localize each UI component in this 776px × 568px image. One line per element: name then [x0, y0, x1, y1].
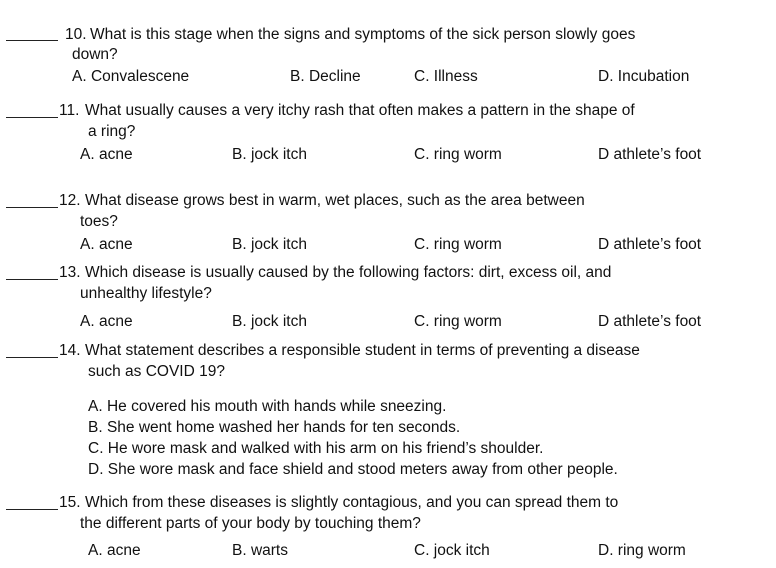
choice-c[interactable]: C. jock itch: [414, 542, 490, 559]
choice-a[interactable]: A. Convalescene: [72, 68, 190, 85]
question-number: 11.: [59, 102, 80, 119]
choice-c[interactable]: C. ring worm: [414, 236, 502, 253]
choice-d[interactable]: D. She wore mask and face shield and stood meters away from other people.: [88, 461, 618, 478]
choice-b[interactable]: B. Decline: [290, 68, 361, 85]
question-text-line-2: such as COVID 19?: [88, 363, 225, 380]
answer-blank[interactable]: [6, 357, 58, 358]
choice-a[interactable]: A. acne: [80, 146, 133, 163]
answer-blank[interactable]: [6, 40, 58, 41]
question-number: 12.: [59, 192, 81, 209]
question-number: 10.: [65, 26, 87, 43]
choice-d[interactable]: D. Incubation: [598, 68, 690, 85]
choice-c[interactable]: C. ring worm: [414, 313, 502, 330]
choice-b[interactable]: B. She went home washed her hands for ten seconds.: [88, 419, 461, 436]
question-text-line-2: the different parts of your body by touching them?: [80, 515, 421, 532]
answer-blank[interactable]: [6, 117, 58, 118]
choice-b[interactable]: B. jock itch: [232, 236, 307, 253]
answer-blank[interactable]: [6, 207, 58, 208]
choice-c[interactable]: C. He wore mask and walked with his arm on his friend’s shoulder.: [88, 440, 544, 457]
question-text-line-2: unhealthy lifestyle?: [80, 285, 212, 302]
choice-b[interactable]: B. jock itch: [232, 313, 307, 330]
choice-d[interactable]: D athlete’s foot: [598, 236, 702, 253]
question-text-line-2: down?: [72, 46, 118, 63]
question-text-line-1: What usually causes a very itchy rash that often makes a pattern in the shape of: [85, 102, 635, 119]
choice-d[interactable]: D. ring worm: [598, 542, 686, 559]
question-text-line-1: What statement describes a responsible student in terms of preventing a disease: [85, 342, 640, 359]
question-number: 13.: [59, 264, 81, 281]
question-text-line-2: a ring?: [88, 123, 136, 140]
question-text-line-1: Which from these diseases is slightly contagious, and you can spread them to: [85, 494, 619, 511]
question-text-line-1: What disease grows best in warm, wet places, such as the area between: [85, 192, 585, 209]
choice-a[interactable]: A. acne: [88, 542, 141, 559]
choice-a[interactable]: A. acne: [80, 236, 133, 253]
choice-b[interactable]: B. warts: [232, 542, 288, 559]
answer-blank[interactable]: [6, 279, 58, 280]
answer-blank[interactable]: [6, 509, 58, 510]
question-text-line-1: Which disease is usually caused by the following factors: dirt, excess oil, and: [85, 264, 612, 281]
choice-c[interactable]: C. Illness: [414, 68, 478, 85]
choice-c[interactable]: C. ring worm: [414, 146, 502, 163]
question-text-line-2: toes?: [80, 213, 118, 230]
choice-d[interactable]: D athlete’s foot: [598, 146, 702, 163]
choice-a[interactable]: A. He covered his mouth with hands while sneezing.: [88, 398, 447, 415]
question-text-line-1: What is this stage when the signs and symptoms of the sick person slowly goes: [90, 26, 636, 43]
question-number: 15.: [59, 494, 81, 511]
choice-b[interactable]: B. jock itch: [232, 146, 307, 163]
question-number: 14.: [59, 342, 81, 359]
choice-a[interactable]: A. acne: [80, 313, 133, 330]
choice-d[interactable]: D athlete’s foot: [598, 313, 702, 330]
